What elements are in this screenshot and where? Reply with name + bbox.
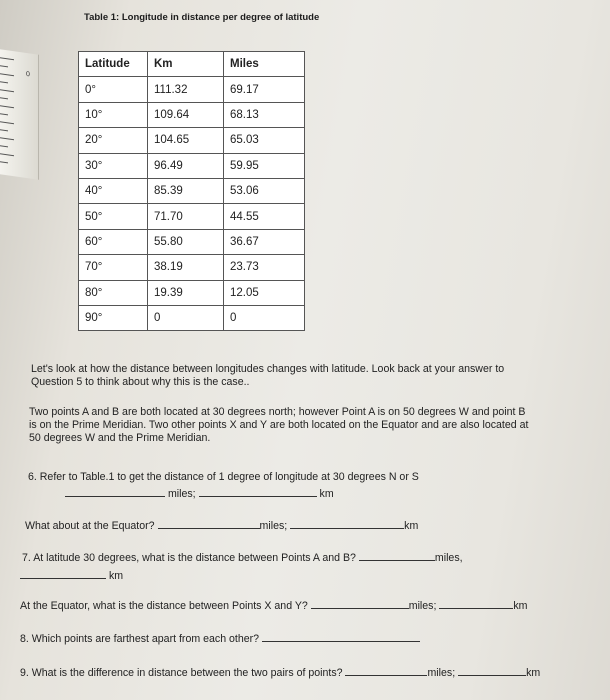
question-6: 6. Refer to Table.1 to get the distance of 1 degree of longitude at 30 degrees N or S (28, 471, 419, 483)
q7b-miles-blank[interactable] (311, 599, 409, 609)
cell-latitude: 80° (79, 280, 148, 305)
scenario-paragraph (29, 406, 528, 445)
cell-km: 85.39 (148, 178, 224, 203)
q7-miles-unit: miles, (434, 552, 463, 564)
ruler-label: 0 (26, 70, 30, 79)
table-row (79, 280, 305, 305)
cell-miles: 59.95 (224, 153, 305, 178)
q6b-km-unit: km (404, 520, 419, 532)
cell-km: 0 (148, 305, 224, 330)
cell-km: 104.65 (148, 128, 224, 153)
cell-latitude: 10° (79, 102, 148, 127)
q9-km-unit: km (526, 667, 541, 679)
q6b-text: What about at the Equator? (25, 520, 155, 532)
cell-miles: 69.17 (224, 77, 305, 102)
cell-miles: 12.05 (224, 280, 305, 305)
cell-km: 96.49 (148, 153, 224, 178)
cell-latitude: 70° (79, 255, 148, 280)
question-7 (22, 551, 463, 565)
header-miles: Miles (224, 52, 305, 77)
q6-miles-unit: miles; (167, 488, 196, 500)
cell-miles: 53.06 (224, 178, 305, 203)
question-6b (25, 519, 418, 533)
cell-miles: 68.13 (224, 102, 305, 127)
cell-km: 111.32 (148, 77, 224, 102)
q9-km-blank[interactable] (458, 666, 526, 676)
cell-miles: 0 (224, 305, 305, 330)
q8-text: 8. Which points are farthest apart from each other? (20, 633, 260, 645)
cell-km: 38.19 (148, 255, 224, 280)
q9-text: 9. What is the difference in distance between the two pairs of points? (20, 667, 343, 679)
question-8 (20, 632, 420, 646)
cell-latitude: 0° (79, 77, 148, 102)
table-row (79, 178, 305, 203)
q7-km-blank[interactable] (20, 569, 106, 579)
table-row (79, 102, 305, 127)
table-row (79, 153, 305, 178)
q6b-miles-blank[interactable] (158, 519, 260, 529)
cell-miles: 23.73 (224, 255, 305, 280)
q7b-km-unit: km (513, 600, 528, 612)
intro-paragraph (31, 363, 504, 389)
table-title: Table 1: Longitude in distance per degree of latitude (84, 12, 320, 23)
q7b-miles-unit: miles; (408, 600, 437, 612)
header-latitude: Latitude (79, 52, 148, 77)
question-9 (20, 666, 540, 680)
latitude-table (78, 51, 305, 331)
scenario-line: Two points A and B are both located at 30 degrees north; however Point A is on 50 degrees W and point B (29, 406, 526, 418)
scenario-line: 50 degrees W and the Prime Meridian. (29, 432, 211, 444)
cell-km: 19.39 (148, 280, 224, 305)
question-6-answers (65, 487, 334, 501)
intro-line: Let's look at how the distance between longitudes changes with latitude. Look back at your answer to (31, 363, 505, 375)
q7b-text: At the Equator, what is the distance between Points X and Y? (20, 600, 308, 612)
cell-latitude: 40° (79, 178, 148, 203)
cell-latitude: 50° (79, 204, 148, 229)
cell-km: 109.64 (148, 102, 224, 127)
cell-latitude: 60° (79, 229, 148, 254)
q7-miles-blank[interactable] (359, 551, 435, 561)
table-row (79, 255, 305, 280)
q6b-miles-unit: miles; (259, 520, 288, 532)
scenario-line: is on the Prime Meridian. Two other points X and Y are both located on the Equator and are also located at (29, 419, 529, 431)
q7b-km-blank[interactable] (439, 599, 513, 609)
ruler-edge (0, 49, 39, 179)
cell-latitude: 90° (79, 305, 148, 330)
q7-km-unit: km (108, 570, 124, 582)
q6-miles-blank[interactable] (65, 487, 165, 497)
question-7b (20, 599, 528, 613)
q6-km-blank[interactable] (199, 487, 317, 497)
q7-text: 7. At latitude 30 degrees, what is the distance between Points A and B? (22, 552, 356, 564)
intro-line: Question 5 to think about why this is the case.. (31, 376, 250, 388)
q9-miles-blank[interactable] (345, 666, 427, 676)
q8-answer-blank[interactable] (262, 632, 420, 642)
table-row (79, 229, 305, 254)
cell-latitude: 20° (79, 128, 148, 153)
header-km: Km (148, 52, 224, 77)
cell-miles: 44.55 (224, 204, 305, 229)
q6b-km-blank[interactable] (290, 519, 404, 529)
q9-miles-unit: miles; (427, 667, 456, 679)
table-row (79, 77, 305, 102)
cell-km: 71.70 (148, 204, 224, 229)
cell-miles: 65.03 (224, 128, 305, 153)
cell-latitude: 30° (79, 153, 148, 178)
q6-km-unit: km (319, 488, 334, 500)
question-7-km (20, 569, 123, 583)
cell-miles: 36.67 (224, 229, 305, 254)
cell-km: 55.80 (148, 229, 224, 254)
table-row (79, 128, 305, 153)
table-row (79, 305, 305, 330)
table-row (79, 204, 305, 229)
table-header-row (79, 52, 305, 77)
